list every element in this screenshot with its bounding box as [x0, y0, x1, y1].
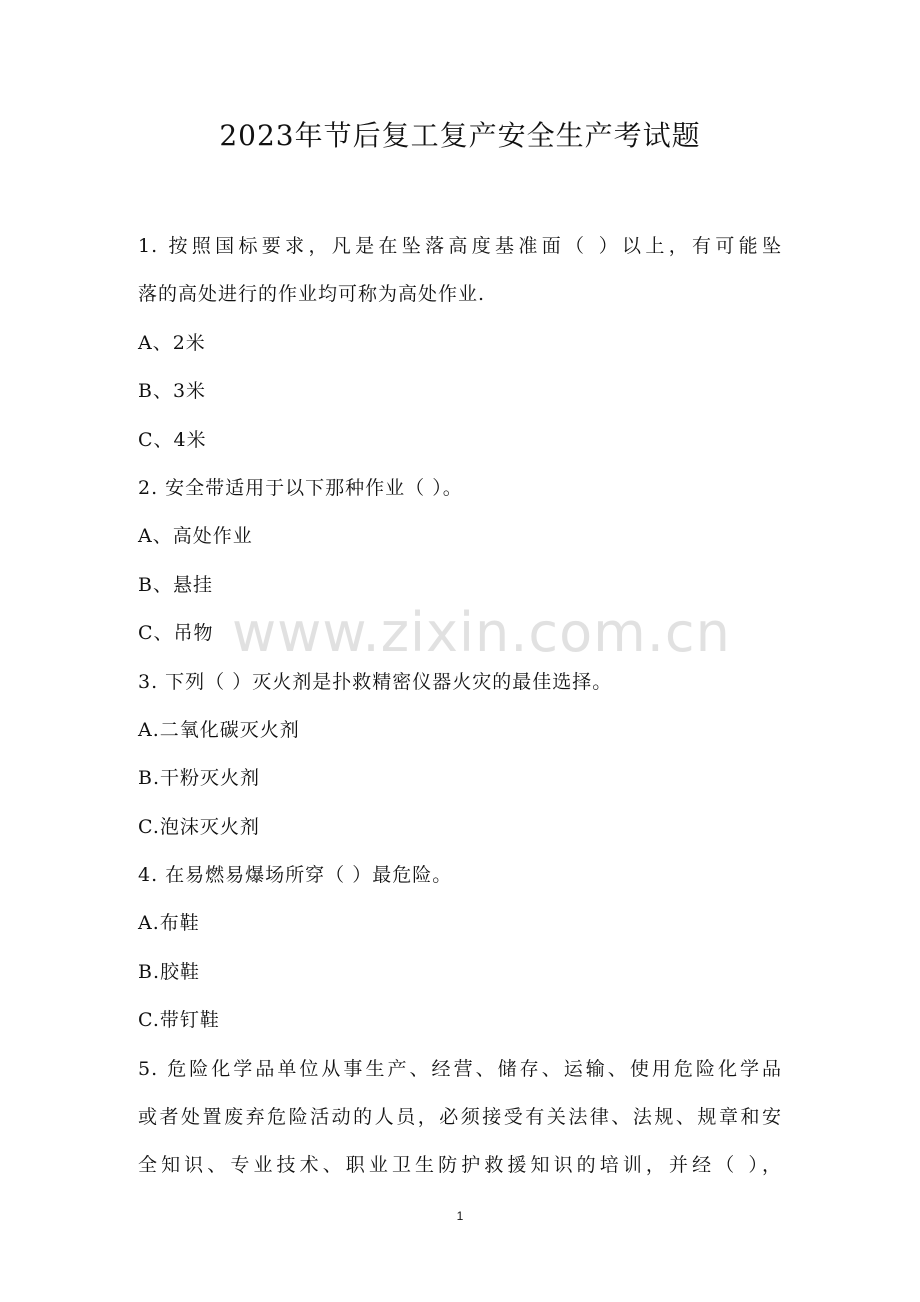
- question-5-line-1: 5. 危险化学品单位从事生产、经营、储存、运输、使用危险化学品: [138, 1057, 782, 1080]
- question-3-option-a: A.二氧化碳灭火剂: [138, 718, 300, 741]
- question-5-line-2: 或者处置废弃危险活动的人员，必须接受有关法律、法规、规章和安: [138, 1106, 782, 1129]
- question-4-option-b: B.胶鞋: [138, 960, 201, 983]
- question-3-option-b: B.干粉灭火剂: [138, 767, 261, 790]
- question-1-option-b: B、3米: [138, 380, 207, 403]
- question-1-line-1: 1. 按照国标要求，凡是在坠落高度基准面（ ）以上，有可能坠: [138, 235, 782, 257]
- question-2-option-b: B、悬挂: [138, 573, 213, 596]
- question-4-option-c: C.带钉鞋: [138, 1009, 220, 1032]
- question-2-option-a: A、高处作业: [138, 525, 253, 548]
- question-2: 2. 安全带适用于以下那种作业（ ）。: [138, 476, 463, 499]
- question-1-option-a: A、2米: [138, 331, 206, 354]
- question-5-line-3: 全知识、专业技术、职业卫生防护救援知识的培训，并经（ ），: [138, 1154, 782, 1177]
- question-1-line-2: 落的高处进行的作业均可称为高处作业.: [138, 283, 486, 306]
- watermark: www.zixin.com.cn: [232, 601, 731, 664]
- question-2-option-c: C、吊物: [138, 622, 214, 645]
- question-list: [138, 222, 782, 1190]
- question-3: 3. 下列（ ）灭火剂是扑救精密仪器火灾的最佳选择。: [138, 670, 613, 693]
- question-4: 4. 在易燃易爆场所穿（ ）最危险。: [138, 864, 453, 887]
- page-title: 2023年节后复工复产安全生产考试题: [219, 119, 701, 152]
- question-1-option-c: C、4米: [138, 428, 207, 451]
- question-3-option-c: C.泡沫灭火剂: [138, 815, 260, 838]
- page-number: 1: [456, 1209, 464, 1223]
- question-4-option-a: A.布鞋: [138, 912, 200, 935]
